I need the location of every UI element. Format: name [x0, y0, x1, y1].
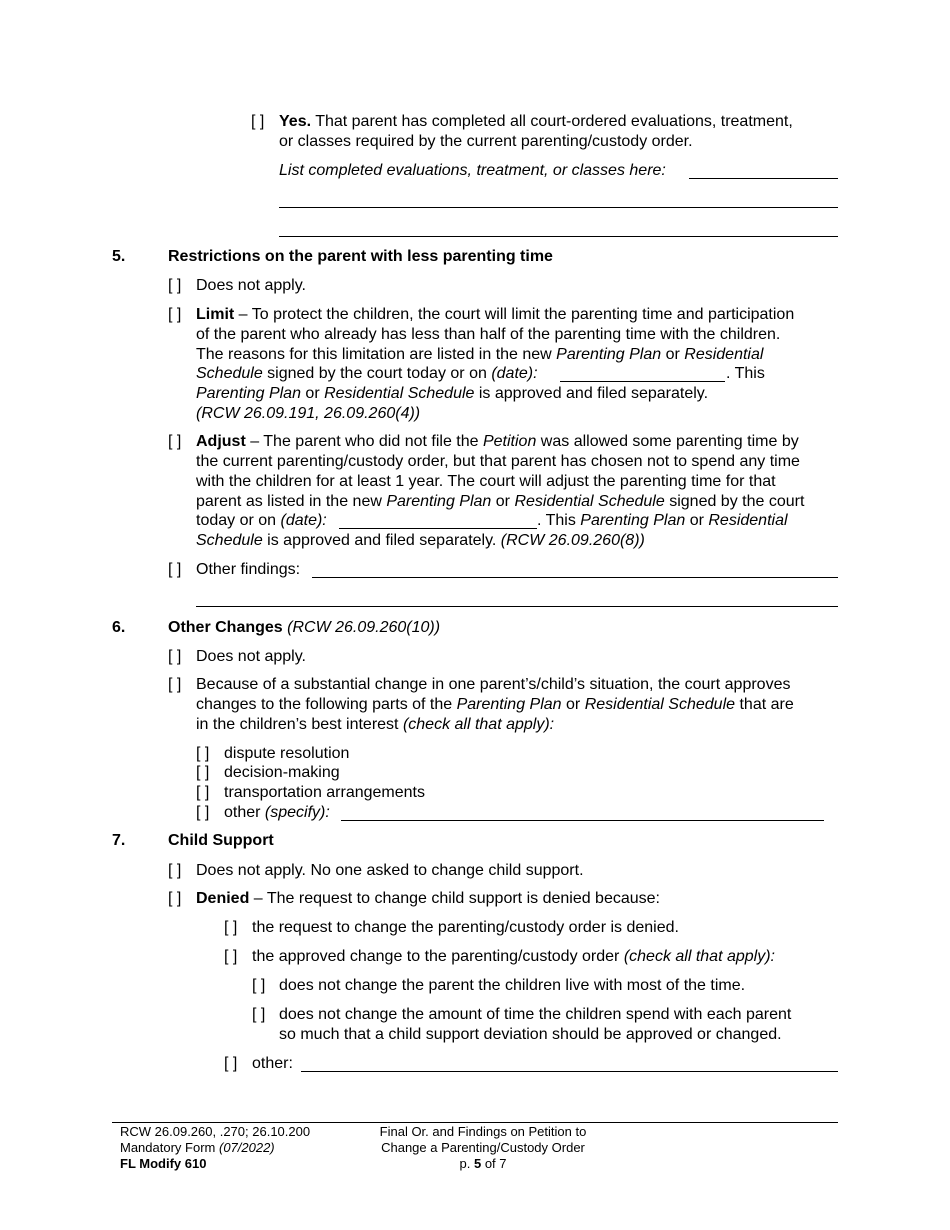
list-field-3[interactable] [279, 236, 838, 237]
limit-pp-2: Parenting Plan [196, 385, 301, 402]
footer-mandatory [120, 1140, 275, 1156]
s5-other-field-2[interactable] [196, 606, 838, 607]
s6-other-text: other [224, 804, 265, 821]
s6-na-label: Does not apply. [196, 648, 306, 665]
s7-r2-2-line-1: does not change the amount of time the children spend with each parent [279, 1006, 792, 1023]
s6-other-checkbox[interactable]: [ ] [196, 804, 210, 821]
adjust-date-label: (date): [280, 512, 327, 529]
s5-other-field-1[interactable] [312, 577, 838, 578]
adjust-line-5a [196, 511, 327, 531]
s7-na-checkbox[interactable]: [ ] [168, 862, 182, 879]
denied-text: – The request to change child support is denied because: [249, 890, 660, 907]
adjust-date-field[interactable] [339, 528, 537, 529]
footer-date: (07/2022) [218, 1140, 275, 1155]
adjust-pp: Parenting Plan [386, 493, 492, 510]
limit-pp: Parenting Plan [556, 346, 662, 363]
s5-other-checkbox[interactable]: [ ] [168, 561, 182, 578]
adjust-line-4 [196, 492, 804, 512]
s6-or: or [561, 696, 585, 713]
limit-line-1 [196, 305, 794, 325]
limit-approved: is approved and filed separately. [474, 385, 709, 402]
yes-label: Yes. [279, 113, 312, 130]
adjust-schedule: Schedule [196, 532, 263, 549]
adjust-approved: is approved and filed separately. [262, 532, 497, 549]
list-field-1[interactable] [689, 178, 838, 179]
limit-text-4: signed by the court today or on [262, 365, 492, 382]
s6-item-3-label: transportation arrangements [224, 784, 425, 801]
s6-text-2a: changes to the following parts of the [196, 696, 457, 713]
s6-item-1-label: dispute resolution [224, 745, 350, 762]
footer-mandatory-text: Mandatory Form [120, 1140, 219, 1155]
limit-or-2: or [300, 385, 325, 402]
footer-title-1: Final Or. and Findings on Petition to [379, 1124, 587, 1139]
adjust-line-1 [196, 432, 799, 452]
footer-page-suffix: of 7 [481, 1156, 507, 1171]
s7-r1-label: the request to change the parenting/custody order is denied. [252, 919, 679, 936]
limit-text-3: The reasons for this limitation are listed in the new [196, 346, 557, 363]
limit-date-label: (date): [491, 365, 538, 382]
section-5-number: 5. [112, 248, 126, 265]
limit-cite-text: (RCW 26.09.191, 26.09.260(4)) [196, 405, 421, 422]
list-label [279, 161, 666, 181]
footer-page-prefix: p. [459, 1156, 474, 1171]
adjust-text-4b: signed by the court [664, 493, 805, 510]
footer-page-number: 5 [473, 1156, 482, 1171]
s7-r2-checkbox[interactable]: [ ] [224, 948, 238, 965]
adjust-or: or [491, 493, 515, 510]
yes-line-1 [279, 112, 793, 132]
s5-adjust-checkbox[interactable]: [ ] [168, 433, 182, 450]
s6-item-1-checkbox[interactable]: [ ] [196, 745, 210, 762]
s5-other-label: Other findings: [196, 561, 301, 578]
s6-change-line-2 [196, 695, 794, 715]
s7-r2-1-checkbox[interactable]: [ ] [252, 977, 266, 994]
footer-rule [112, 1122, 838, 1123]
s6-change-line-1: Because of a substantial change in one parent’s/child’s situation, the court approves [196, 676, 791, 693]
limit-line-2: of the parent who already has less than half of the parenting time with the children. [196, 326, 781, 343]
s7-r1-checkbox[interactable]: [ ] [224, 919, 238, 936]
adjust-or-2: or [685, 512, 709, 529]
s6-text-3b: (check all that apply): [402, 716, 555, 733]
s7-denied-line [196, 889, 660, 909]
s6-specify: (specify): [264, 804, 330, 821]
s7-other-field[interactable] [301, 1071, 838, 1072]
adjust-label: Adjust [196, 433, 246, 450]
yes-checkbox[interactable]: [ ] [251, 113, 265, 130]
s7-r2-text: the approved change to the parenting/custody order [252, 948, 624, 965]
section-7-number: 7. [112, 832, 126, 849]
adjust-text-5: today or on [196, 512, 281, 529]
s6-text-3a: in the children’s best interest [196, 716, 403, 733]
s7-other-checkbox[interactable]: [ ] [224, 1055, 238, 1072]
s7-other-label: other: [252, 1055, 293, 1072]
section-6-heading-line [168, 618, 440, 638]
adjust-line-2: the current parenting/custody order, but that parent has chosen not to spend any time [196, 453, 800, 470]
footer-page [340, 1156, 626, 1172]
limit-line-5 [196, 384, 708, 404]
s6-item-2-checkbox[interactable]: [ ] [196, 764, 210, 781]
list-label-text: List completed evaluations, treatment, or classes here: [279, 162, 666, 179]
s6-text-2b: that are [735, 696, 794, 713]
adjust-line-3: with the children for at least 1 year. The court will adjust the parenting time for that [196, 473, 776, 490]
s7-denied-checkbox[interactable]: [ ] [168, 890, 182, 907]
s6-item-3-checkbox[interactable]: [ ] [196, 784, 210, 801]
section-6-heading: Other Changes [168, 619, 283, 636]
list-field-2[interactable] [279, 207, 838, 208]
footer-form-id: FL Modify 610 [120, 1156, 207, 1171]
s7-na-label: Does not apply. No one asked to change child support. [196, 862, 584, 879]
yes-line-2: or classes required by the current parenting/custody order. [279, 133, 693, 150]
s6-change-line-3 [196, 715, 554, 735]
adjust-line-6 [196, 531, 645, 551]
footer-title-2: Change a Parenting/Custody Order [381, 1140, 585, 1155]
limit-schedule: Schedule [196, 365, 263, 382]
s6-na-checkbox[interactable]: [ ] [168, 648, 182, 665]
limit-line-3 [196, 345, 763, 365]
footer-rcw: RCW 26.09.260, .270; 26.10.200 [120, 1124, 311, 1139]
adjust-petition: Petition [482, 433, 537, 450]
s6-item-2-label: decision-making [224, 764, 340, 781]
s6-change-checkbox[interactable]: [ ] [168, 676, 182, 693]
s7-r2-label [252, 947, 775, 967]
adjust-pp-2: Parenting Plan [580, 512, 686, 529]
s7-r2-check-all: (check all that apply): [623, 948, 775, 965]
s7-r2-1-label: does not change the parent the children live with most of the time. [279, 977, 746, 994]
limit-this: . This [726, 365, 765, 382]
denied-label: Denied [196, 890, 250, 907]
limit-text-1: – To protect the children, the court will limit the parenting time and participation [234, 306, 795, 323]
s7-r2-2-checkbox[interactable]: [ ] [252, 1006, 266, 1023]
s6-other-label [224, 803, 330, 823]
limit-rs-2: Residential Schedule [324, 385, 475, 402]
limit-rs: Residential [684, 346, 764, 363]
limit-or: or [661, 346, 685, 363]
section-6-cite: (RCW 26.09.260(10)) [287, 619, 441, 636]
section-7-heading: Child Support [168, 832, 274, 849]
s5-limit-checkbox[interactable]: [ ] [168, 306, 182, 323]
section-5-heading: Restrictions on the parent with less parenting time [168, 248, 553, 265]
adjust-rs: Residential Schedule [514, 493, 665, 510]
s6-pp: Parenting Plan [456, 696, 562, 713]
limit-date-field[interactable] [560, 381, 725, 382]
s6-rs: Residential Schedule [584, 696, 736, 713]
s5-na-checkbox[interactable]: [ ] [168, 277, 182, 294]
adjust-cite: (RCW 26.09.260(8)) [500, 532, 645, 549]
yes-text-1: That parent has completed all court-ordered evaluations, treatment, [311, 113, 793, 130]
s5-na-label: Does not apply. [196, 277, 306, 294]
adjust-line-5b [537, 511, 788, 531]
adjust-text-4: parent as listed in the new [196, 493, 387, 510]
s7-r2-2-line-2: so much that a child support deviation should be approved or changed. [279, 1026, 782, 1043]
limit-cite [196, 404, 420, 424]
adjust-text-5b: . This [537, 512, 581, 529]
adjust-text-1b: was allowed some parenting time by [536, 433, 799, 450]
adjust-rs-2: Residential [708, 512, 788, 529]
section-6-number: 6. [112, 619, 126, 636]
limit-line-4 [196, 364, 538, 384]
adjust-text-1a: – The parent who did not file the [245, 433, 483, 450]
s6-other-field[interactable] [341, 820, 824, 821]
limit-label: Limit [196, 306, 235, 323]
